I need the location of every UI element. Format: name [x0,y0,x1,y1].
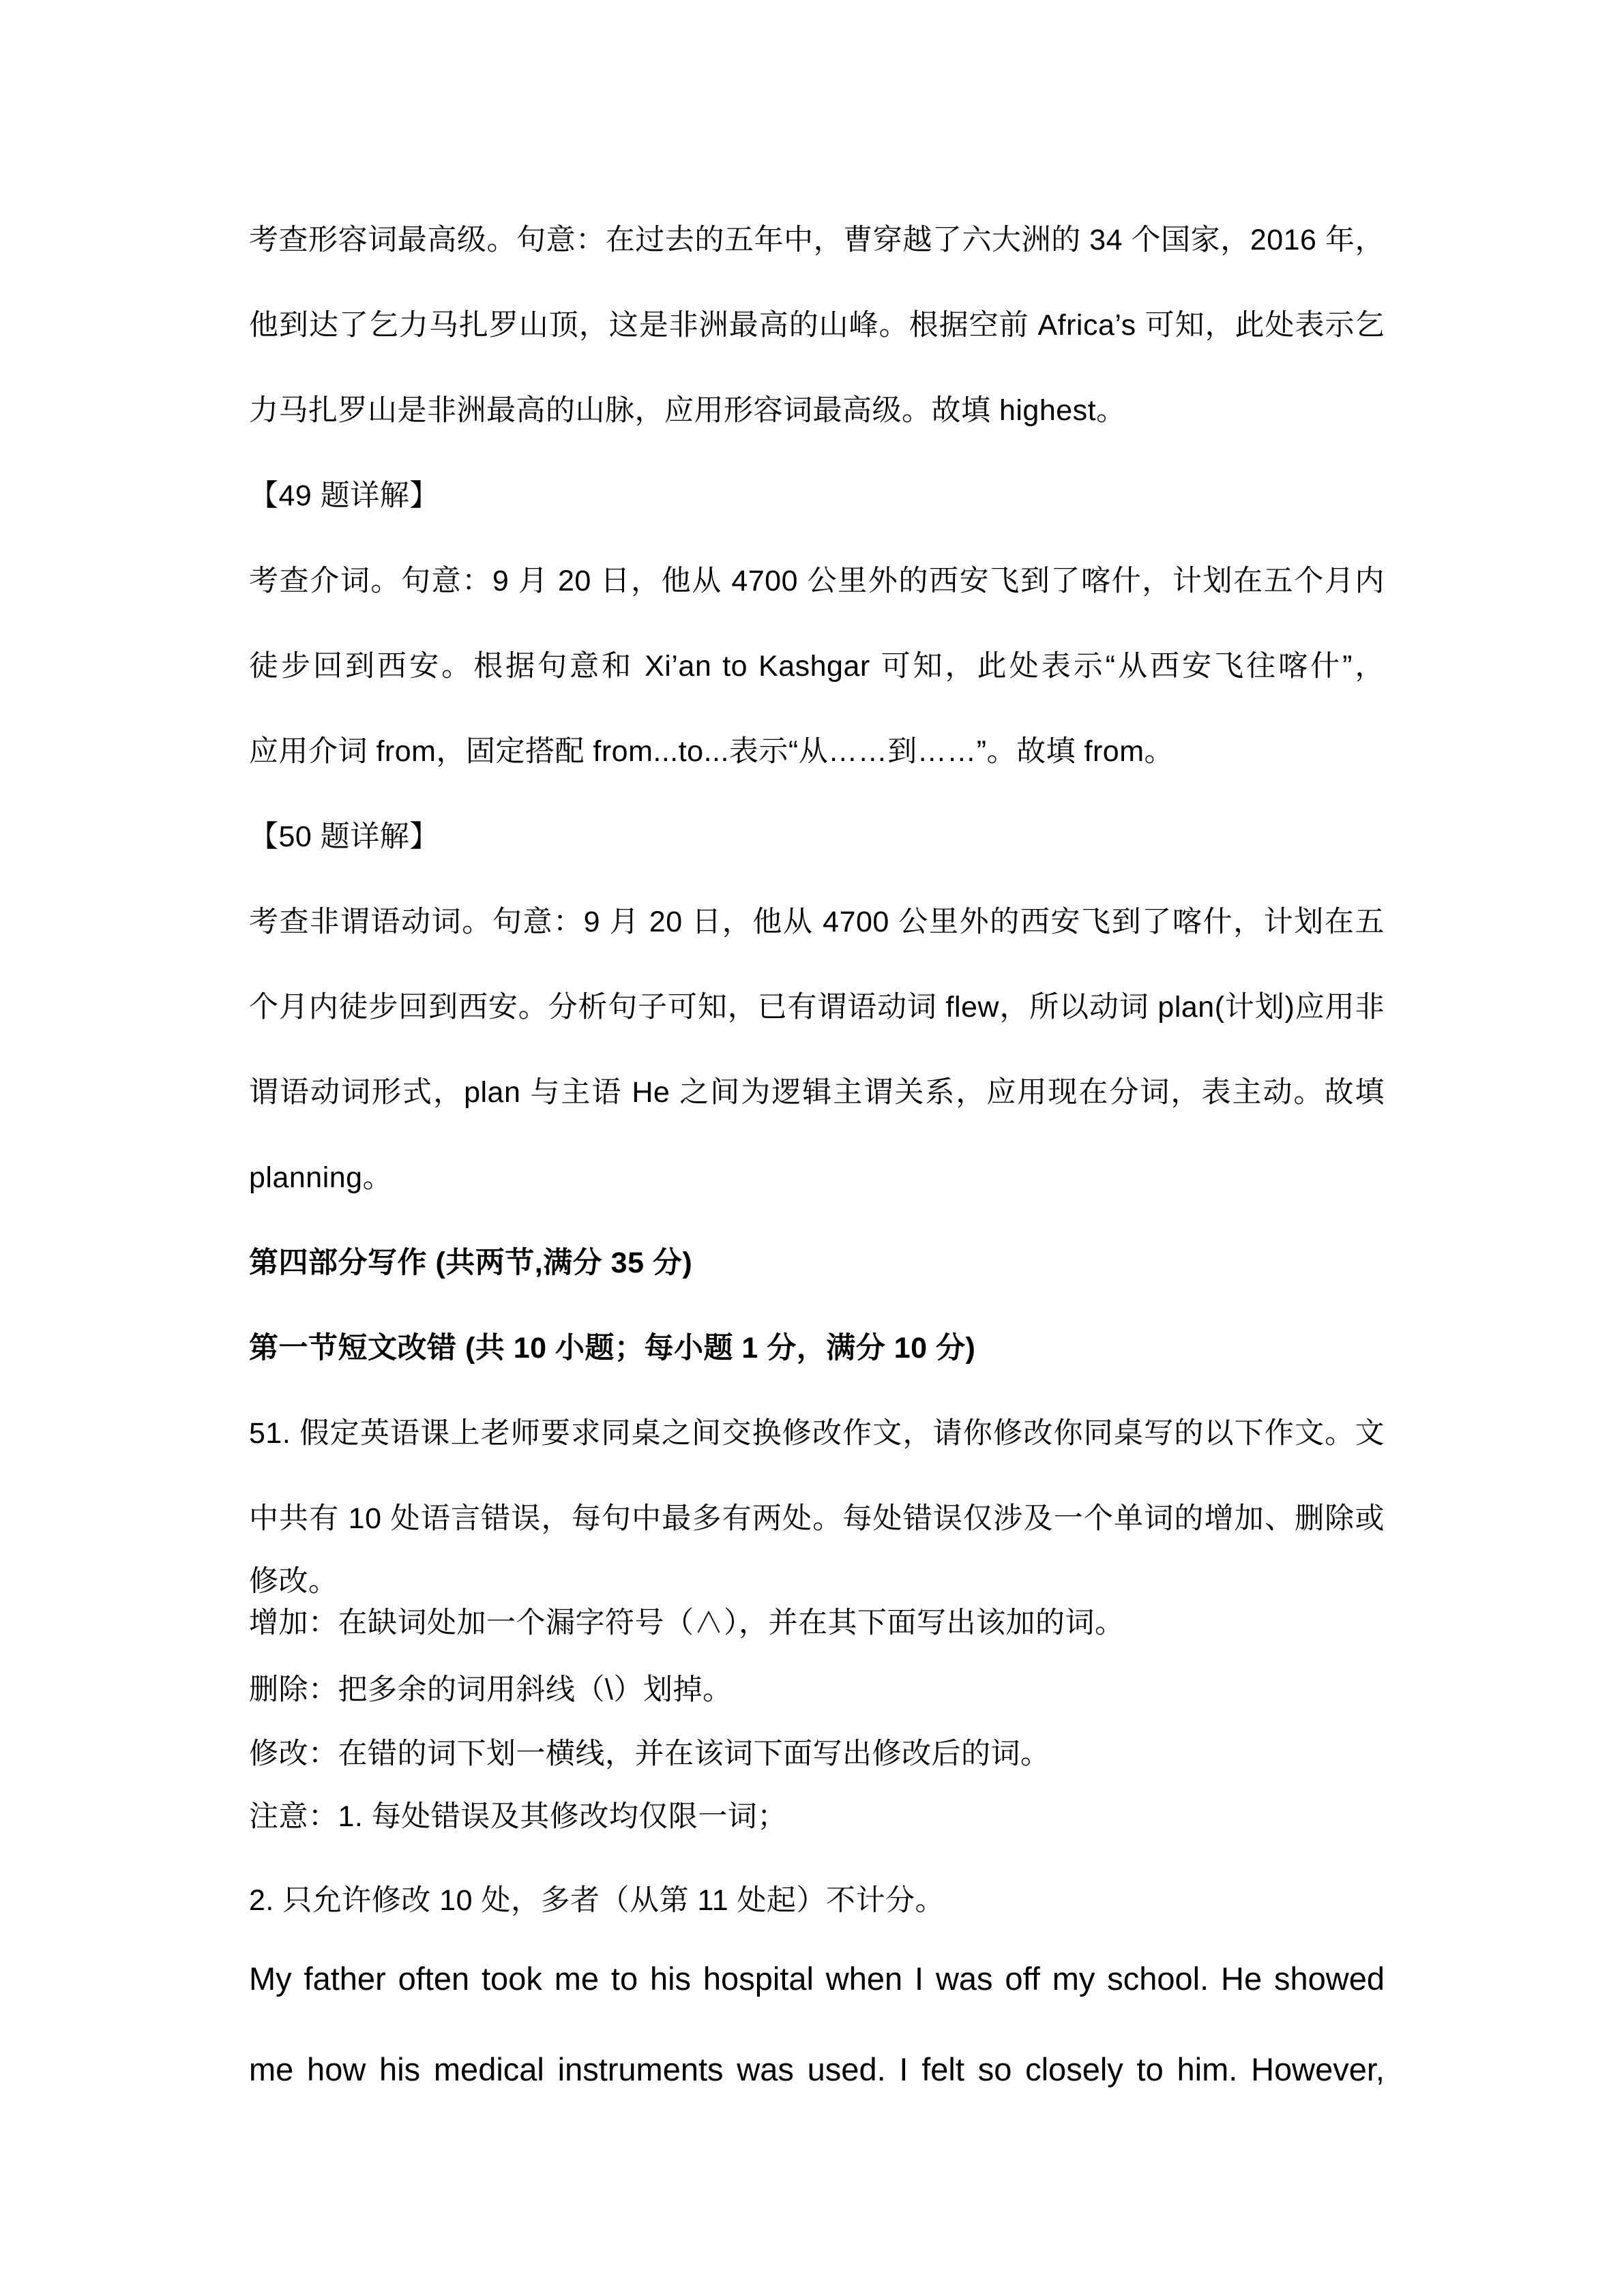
task51-instructions [249,1413,1385,1921]
text-line: 他到达了乞力马扎罗山顶，这是非洲最高的山峰。根据空前 Africa’s 可知，此处表示乞 [249,309,1385,342]
text-line: 徒步回到西安。根据句意和 Xi’an to Kashgar 可知，此处表示“从西安飞往喀什”， [249,650,1385,683]
text-line: 考查非谓语动词。句意：9 月 20 日，他从 4700 公里外的西安飞到了喀什，计划在五 [249,906,1385,938]
q50-explanation [249,816,1385,1198]
rule-delete-line: 删除：把多余的词用斜线（\）划掉。 [249,1673,733,1706]
section-heading: 第一节短文改错 (共 10 小题；每小题 1 分，满分 10 分) [249,1332,976,1365]
essay-line: me how his medical instruments was used. I felt so closely to him. However, [249,2051,1385,2087]
question-heading: 【50 题详解】 [249,820,439,853]
essay-text [249,1958,1385,2090]
text-line: 力马扎罗山是非洲最高的山脉，应用形容词最高级。故填 highest。 [249,394,1126,427]
note-line: 2. 只允许修改 10 处，多者（从第 11 处起）不计分。 [249,1884,945,1917]
rule-modify-line: 修改：在错的词下划一横线，并在该词下面写出修改后的词。 [249,1738,1050,1770]
text-line: 中共有 10 处语言错误，每句中最多有两处。每处错误仅涉及一个单词的增加、删除或 [249,1502,1385,1535]
text-line: 修改。 [249,1565,338,1598]
q49-explanation [249,475,1385,772]
text-line: 应用介词 from，固定搭配 from...to...表示“从……到……”。故填 from。 [249,735,1175,768]
q48-explanation [249,220,1385,431]
text-line: 考查形容词最高级。句意：在过去的五年中，曹穿越了六大洲的 34 个国家，2016 年， [249,224,1385,256]
text-line: 谓语动词形式，plan 与主语 He 之间为逻辑主谓关系，应用现在分词，表主动。故填 [249,1076,1385,1109]
text-line: 个月内徒步回到西安。分析句子可知，已有谓语动词 flew，所以动词 plan(计划)应用非 [249,991,1385,1024]
writing-section [249,1242,1385,1369]
essay-line: My father often took me to his hospital when I was off my school. He showed [249,1960,1385,1997]
rule-add-line: 增加：在缺词处加一个漏字符号（∧），并在其下面写出该加的词。 [249,1607,1125,1639]
text-line: 考查介词。句意：9 月 20 日，他从 4700 公里外的西安飞到了喀什，计划在五个月内 [249,565,1385,597]
text-line: planning。 [249,1161,393,1194]
note-line: 注意：1. 每处错误及其修改均仅限一词； [249,1800,787,1833]
part-heading: 第四部分写作 (共两节,满分 35 分) [249,1247,693,1279]
question-heading: 【49 题详解】 [249,479,439,512]
text-line: 51. 假定英语课上老师要求同桌之间交换修改作文，请你修改你同桌写的以下作文。文 [249,1417,1385,1450]
